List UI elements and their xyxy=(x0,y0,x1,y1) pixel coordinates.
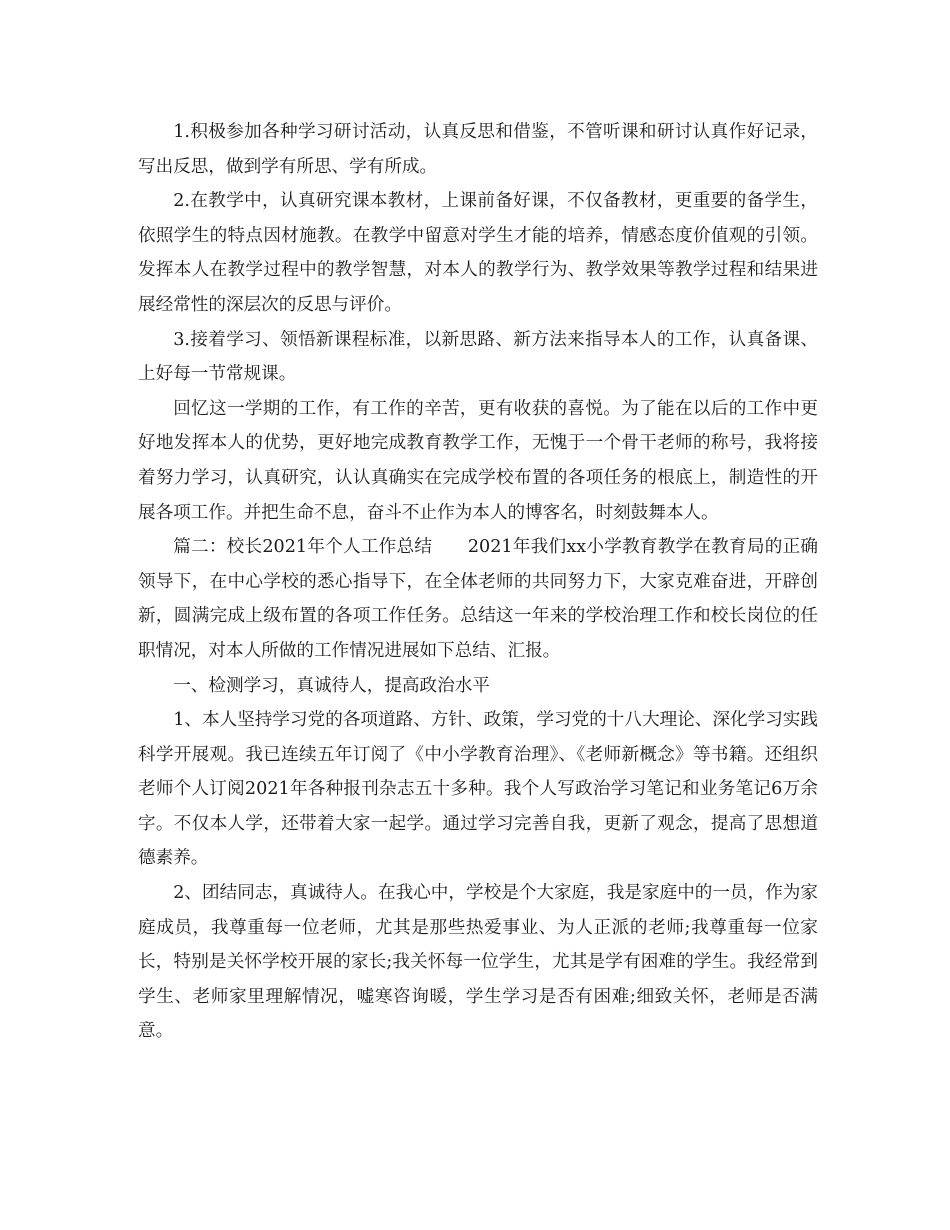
paragraph-curriculum-standards: 3.接着学习、领悟新课程标准，以新思路、新方法来指导本人的工作，认真备课、上好每一节常规课。 xyxy=(138,329,818,385)
paragraph-teaching-practice: 2.在教学中，认真研究课本教材，上课前备好课，不仅备教材，更重要的备学生，依照学生的特点因材施教。在教学中留意对学生才能的培养，情感态度价值观的引领。发挥本人在教学过程中的教学智慧，对本人的教学行为、教学效果等教学过程和结果进展经常性的深层次的反思与评价。 xyxy=(138,191,818,315)
document-page xyxy=(138,115,818,1049)
paragraph-party-study: 1、本人坚持学习党的各项道路、方针、政策，学习党的十八大理论、深化学习实践科学开展观。我已连续五年订阅了《中小学教育治理》、《老师新概念》等书籍。还组织老师个人订阅2021年各种报刊杂志五十多种。我个人写政治学习笔记和业务笔记6万余字。不仅本人学，还带着大家一起学。通过学习完善自我，更新了观念，提高了思想道德素养。 xyxy=(138,710,818,869)
paragraph-study-activities: 1.积极参加各种学习研讨活动，认真反思和借鉴，不管听课和研讨认真作好记录，写出反思，做到学有所思、学有所成。 xyxy=(138,122,818,177)
section-heading-political-study: 一、检测学习，真诚待人，提高政治水平 xyxy=(173,675,490,696)
paragraph-principal-summary-intro: 篇二：校长2021年个人工作总结 2021年我们xx小学教育教学在教育局的正确领导下，在中心学校的悉心指导下，在全体老师的共同努力下，大家克难奋进，开辟创新，圆满完成上级布置的各项工作任务。总结这一年来的学校治理工作和校长岗位的任职情况，对本人所做的工作情况进展如下总结、汇报。 xyxy=(138,537,818,661)
paragraph-semester-review: 回忆这一学期的工作，有工作的辛苦，更有收获的喜悦。为了能在以后的工作中更好地发挥本人的优势，更好地完成教育教学工作，无愧于一个骨干老师的称号，我将接着努力学习，认真研究，认认真确实在完成学校布置的各项任务的根底上，制造性的开展各项工作。并把生命不息，奋斗不止作为本人的博客名，时刻鼓舞本人。 xyxy=(138,398,818,523)
paragraph-unity-sincerity: 2、团结同志，真诚待人。在我心中，学校是个大家庭，我是家庭中的一员，作为家庭成员，我尊重每一位老师，尤其是那些热爱事业、为人正派的老师;我尊重每一位家长，特别是关怀学校开展的家长;我关怀每一位学生，尤其是学有困难的学生。我经常到学生、老师家里理解情况，嘘寒咨询暖，学生学习是否有困难;细致关怀，老师是否满意。 xyxy=(138,883,818,1042)
